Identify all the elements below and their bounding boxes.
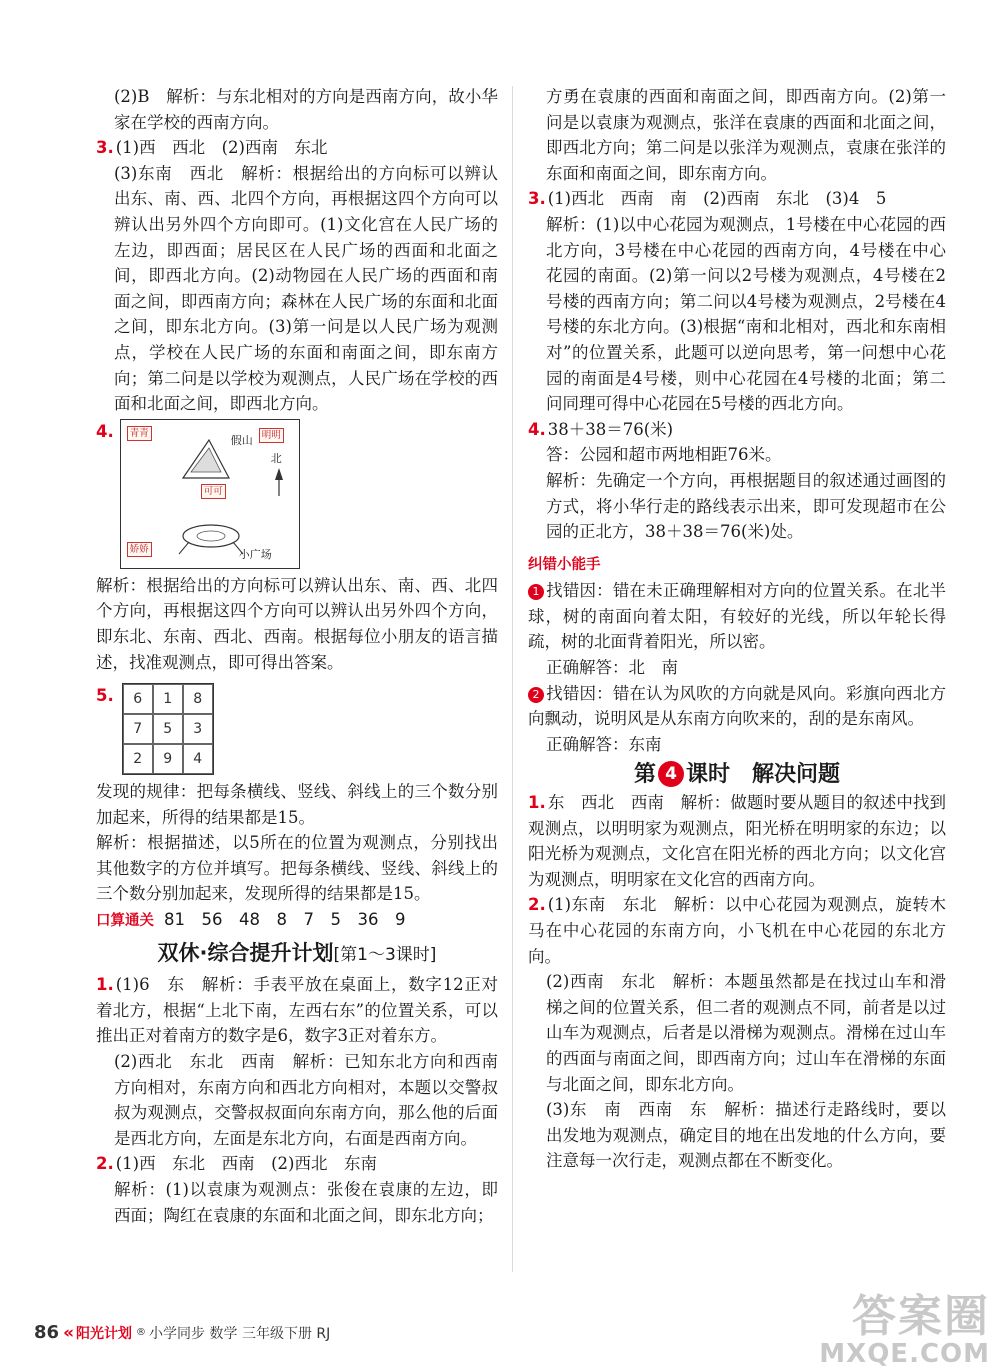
error-2-answer: 正确解答：东南 (546, 734, 662, 754)
r3-answer-b: 解析：(1)以中心花园为观测点，1号楼在中心花园的西北方向，3号楼在中心花园的西南方向，4号楼在中心花园的南面。(2)第一问以2号楼为观测点，4号楼在2号楼的西南方向；第二问以4号楼为观测点，2号楼在4号楼的东北方向。(3)根据“南和北相对，西北和东南相对”的位置关系，此题可以逆向思考，第一问想中心花园的南面是4号楼，则中心花园在4号楼的北面；第二问同理可得中心花园在5号楼的西北方向。 (546, 214, 946, 414)
hill-label: 假山 (230, 433, 253, 447)
question-5 (96, 683, 498, 775)
answer-text: 东 西北 西南 解析：做题时要从题目的叙述中找到观测点，以明明家为观测点，阳光桥在明明家的东边；以阳光桥为观测点，文化宫在阳光桥的西北方向；以文化宫为观测点，明明家在文化宫的西南方向。 (528, 793, 946, 889)
question-number: 5. (96, 686, 114, 706)
question-number: 1. (528, 793, 546, 813)
left-column (96, 84, 498, 1228)
question-number: 3. (96, 138, 114, 158)
r3-answer-a (528, 186, 946, 212)
name-tag-jiaojiao: 娇娇 (127, 542, 152, 557)
watermark-title: 答案圈 (852, 1291, 990, 1342)
error-1-marker: 1 (528, 584, 544, 600)
grid-cell: 3 (183, 714, 213, 744)
answer-text: (1)西 西北 (2)西南 东北 (115, 138, 328, 158)
question-number: 2. (528, 895, 546, 915)
question-3-answer-a (96, 135, 498, 161)
s2-answer-a (96, 1151, 498, 1177)
grid-cell: 5 (153, 714, 183, 744)
answer-text: (1)西北 西南 南 (2)西南 东北 (3)4 5 (547, 189, 887, 209)
question-number: 2. (96, 1154, 114, 1174)
lesson-number-badge: 4 (658, 761, 684, 787)
registered-mark: ® (136, 1327, 147, 1338)
error-fix-heading (528, 551, 946, 579)
answer-text: 38＋38＝76(米) (547, 419, 674, 439)
question-5-explanation: 解析：根据描述，以5所在的位置为观测点，分别找出其他数字的方位并填写。把每条横线、竖线、斜线上的三个数分别加起来，发现所得的结果都是15。 (96, 833, 498, 904)
section-title (96, 941, 498, 969)
t2-answer-a (528, 892, 946, 969)
north-label: 北 (270, 451, 282, 465)
question-3-answer-b: (3)东南 西北 解析：根据给出的方向标可以辨认出东、南、西、北四个方向，再根据这四个方向可以辨认出另外四个方向即可。(1)文化宫在人民广场的左边，即西面；居民区在人民广场的西面和北面之间，即西北方向。(2)动物园在人民广场的西面和南面之间，即西南方向；森林在人民广场的东面和北面之间，即东北方向。(3)第一问是以人民广场为观测点，学校在人民广场的东面和南面之间，即东南方向；第二问是以学校为观测点，人民广场在学校的西面和北面之间，即西北方向。 (114, 163, 498, 414)
question-4 (96, 419, 498, 569)
continued-explanation: 方勇在袁康的西面和南面之间，即西南方向。(2)第一问是以袁康为观测点，张洋在袁康的西面和北面之间，即西北方向；第二问是以张洋为观测点，袁康在张洋的东面和南面之间，即东南方向。 (546, 87, 946, 183)
answer-2b: (2)B 解析：与东北相对的方向是西南方向，故小华家在学校的西南方向。 (114, 87, 498, 132)
t2-answer-b: (2)西南 东北 解析：本题虽然都是在找过山车和滑梯之间的位置关系，但二者的观测点不同，前者是以过山车为观测点，后者是以滑梯为观测点。滑梯在过山车的西面与南面之间，即西南方向；过山车在滑梯的东面与北面之间，即东北方向。 (546, 972, 946, 1094)
square-inner (197, 531, 225, 541)
error-1-reason (528, 578, 946, 655)
reason-text: 找错因：错在未正确理解相对方向的位置关系。在北半球，树的南面向着太阳，有较好的光线，所以年轮长得疏，树的北面背着阳光，所以密。 (528, 581, 946, 652)
oral-calc-line (96, 907, 498, 935)
square-label: 小广场 (238, 547, 272, 561)
grid-cell: 7 (123, 714, 153, 744)
error-2-marker: 2 (528, 687, 544, 703)
r4-answer-c: 解析：先确定一个方向，再根据题目的叙述通过画图的方式，将小华行走的路线表示出来，即可发现超市在公园的正北方，38＋38＝76(米)处。 (546, 470, 946, 542)
error-1-answer: 正确解答：北 南 (546, 658, 678, 678)
lesson-prefix: 第 (633, 762, 656, 788)
error-2-reason (528, 681, 946, 732)
square-leg (179, 542, 189, 554)
name-tag-keke: 可可 (201, 484, 226, 499)
reason-text: 找错因：错在认为风吹的方向就是风向。彩旗向西北方向飘动，说明风是从东南方向吹来的，刮的是东南风。 (528, 683, 946, 729)
north-arrow-head (275, 468, 283, 480)
square-shape (183, 525, 239, 547)
question-number: 1. (96, 975, 114, 995)
name-tag-mingming: 明明 (259, 428, 284, 443)
direction-map (120, 419, 300, 569)
book-info: 小学同步 数学 三年级下册 RJ (149, 1325, 331, 1342)
brand-name: 阳光计划 (76, 1325, 133, 1342)
lesson-name: 课时 解决问题 (686, 762, 841, 788)
answer-text: (1)西 东北 西南 (2)西北 东南 (115, 1154, 377, 1174)
right-column (528, 84, 946, 1174)
question-number: 4. (528, 419, 546, 439)
page-footer (34, 1322, 330, 1343)
grid-cell: 6 (123, 684, 153, 714)
name-tag-qingqing: 青青 (127, 426, 152, 441)
s1-answer-a (96, 972, 498, 1049)
grid-cell: 1 (153, 684, 183, 714)
grid-cell: 2 (123, 744, 153, 774)
grid-cell: 8 (183, 684, 213, 714)
oral-calc-label: 口算通关 (96, 913, 154, 930)
oral-calc-values: 81 56 48 8 7 5 36 9 (164, 910, 406, 930)
lesson-title (528, 761, 946, 788)
watermark-url: MXQE.COM (819, 1339, 990, 1369)
magic-square (122, 683, 214, 775)
error-fix-label: 纠错小能手 (528, 556, 601, 573)
section-subtitle: [第1～3课时] (333, 944, 437, 965)
t2-answer-c: (3)东 南 西南 东 解析：描述行走路线时，要以出发地为观测点，确定目的地在出发地的什么方向，要注意每一次行走，观测点都在不断变化。 (546, 1100, 946, 1171)
section-title-text: 双休·综合提升计划 (157, 940, 334, 965)
question-5-rule: 发现的规律：把每条横线、竖线、斜线上的三个数分别加起来，所得的结果都是15。 (96, 782, 498, 827)
answer-text: (1)东南 东北 解析：以中心花园为观测点，旋转木马在中心花园的东南方向，小飞机在中心花园的东北方向。 (528, 895, 946, 966)
question-number: 3. (528, 189, 546, 209)
watermark (819, 1291, 990, 1369)
t1-answer (528, 790, 946, 892)
question-number: 4. (96, 421, 114, 441)
s1-answer-b: (2)西北 东北 西南 解析：已知东北方向和西南方向相对，东南方向和西北方向相对，本题以交警叔叔为观测点，交警叔叔面向东南方向，那么他的后面是西北方向，左面是东北方向，右面是西南方向。 (114, 1052, 498, 1148)
grid-cell: 4 (183, 744, 213, 774)
s2-answer-b: 解析：(1)以袁康为观测点：张俊在袁康的左边，即西面；陶红在袁康的东面和北面之间，即东北方向； (114, 1180, 498, 1225)
r4-answer-b: 答：公园和超市两地相距76米。 (546, 445, 782, 465)
r4-answer-a (528, 417, 946, 443)
column-divider (512, 86, 513, 1272)
double-chevron-icon: « (63, 1322, 75, 1343)
question-4-explanation: 解析：根据给出的方向标可以辨认出东、南、西、北四个方向，再根据这四个方向可以辨认出另外四个方向，即东北、东南、西北、西南。根据每位小朋友的语言描述，找准观测点，即可得出答案。 (96, 575, 498, 672)
grid-cell: 9 (153, 744, 183, 774)
answer-text: (1)6 东 解析：手表平放在桌面上，数字12正对着北方，根据“上北下南，左西右东”的位置关系，可以推出正对着南方的数字是6，数字3正对着东方。 (96, 975, 498, 1046)
page-number: 86 (34, 1322, 60, 1343)
